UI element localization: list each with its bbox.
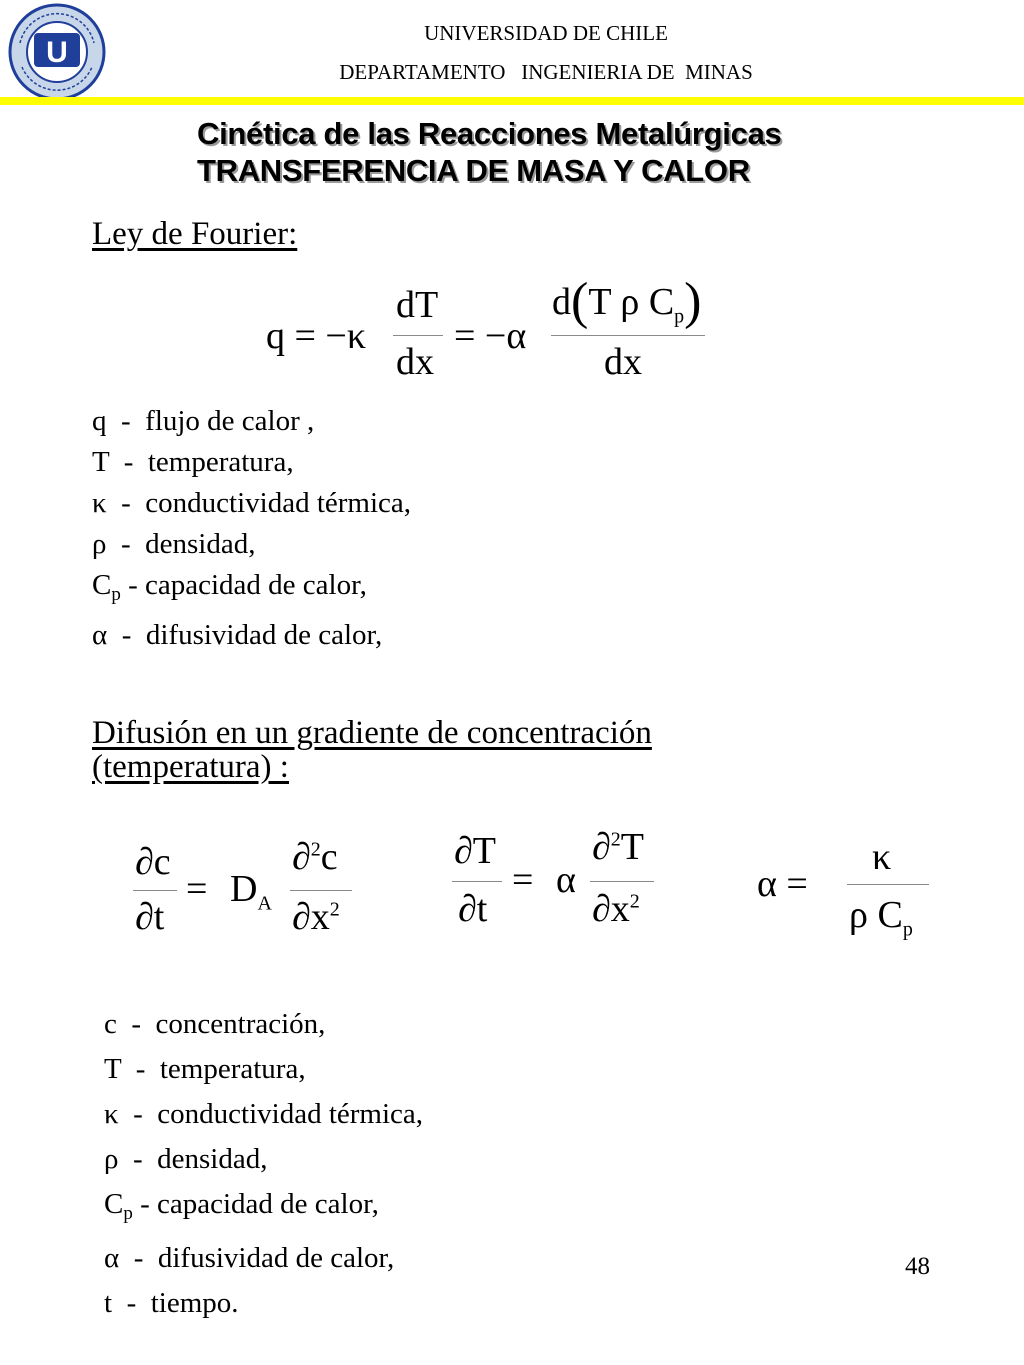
eq1-den: ∂t <box>135 896 165 938</box>
fourier-num2-sub: p <box>674 305 685 328</box>
definition-text: - concentración, <box>116 1008 326 1040</box>
eq3-lhs: α = <box>757 863 808 905</box>
definition-row <box>104 1137 423 1182</box>
definition-text: - conductividad térmica, <box>118 1098 424 1130</box>
fourier-heading: Ley de Fourier: <box>92 216 298 252</box>
slide-title-line2: TRANSFERENCIA DE MASA Y CALOR <box>197 153 750 188</box>
definition-symbol: C <box>92 569 112 601</box>
university-name: UNIVERSIDAD DE CHILE <box>424 21 668 45</box>
right-paren: ) <box>684 273 702 330</box>
fourier-den1: dx <box>396 341 434 383</box>
diffusion-heading-line2: (temperatura) : <box>92 749 289 785</box>
eq1-equals: = <box>186 868 208 910</box>
definition-text: - capacidad de calor, <box>132 1188 379 1220</box>
eq1-fraction-line-2 <box>290 890 352 891</box>
definition-row <box>104 1182 423 1236</box>
definition-symbol: q <box>92 405 107 437</box>
fourier-fraction-line-1 <box>393 335 443 336</box>
diffusion-definitions <box>104 1002 423 1326</box>
eq2-num: ∂T <box>454 830 496 872</box>
university-logo <box>6 3 108 101</box>
slide-title-line1: Cinética de las Reacciones Metalúrgicas <box>197 116 782 151</box>
definition-symbol: C <box>104 1188 124 1220</box>
eq2-den: ∂t <box>458 888 488 930</box>
department-name: DEPARTAMENTO INGENIERIA DE MINAS <box>339 60 753 84</box>
eq1-fraction-line-1 <box>133 890 177 891</box>
eq1-num: ∂c <box>135 841 171 883</box>
definition-row <box>104 1002 423 1047</box>
definition-row <box>92 615 411 656</box>
left-paren: ( <box>571 273 589 330</box>
eq3-fraction-line <box>847 884 929 885</box>
definition-text: - densidad, <box>106 528 256 560</box>
eq3-num: κ <box>872 836 892 878</box>
definition-row <box>104 1236 423 1281</box>
definition-symbol: T <box>92 446 110 478</box>
header-accent-bar <box>0 97 1024 105</box>
definition-row <box>104 1281 423 1326</box>
definition-symbol-sub: p <box>123 1203 133 1224</box>
eq1-num2: ∂$^2$c <box>292 836 338 878</box>
definition-text: - temperatura, <box>109 446 294 478</box>
page-number: 48 <box>905 1253 930 1280</box>
definition-text: - difusividad de calor, <box>107 619 383 651</box>
eq3-den: ρ $C_p$ <box>849 894 913 941</box>
fourier-fraction-line-2 <box>551 335 705 336</box>
logo-letter: U <box>46 36 68 69</box>
eq2-alpha: α <box>556 859 576 901</box>
definition-row <box>92 442 411 483</box>
eq2-den2: $\partial x^2$ <box>592 888 640 930</box>
definition-symbol-sub: p <box>111 584 121 605</box>
definition-symbol: α <box>92 619 108 651</box>
eq2-num2: ∂$^2$T <box>592 826 644 868</box>
diffusion-heading-line1: Difusión en un gradiente de concentración <box>92 715 652 751</box>
fourier-num1: dT <box>396 284 439 326</box>
definition-symbol: c <box>104 1008 117 1040</box>
definition-row <box>92 401 411 442</box>
definition-row <box>92 524 411 565</box>
definition-row <box>104 1092 423 1137</box>
fourier-definitions <box>92 401 411 656</box>
definition-symbol: t <box>104 1287 113 1319</box>
definition-text: - capacidad de calor, <box>120 569 367 601</box>
definition-text: - conductividad térmica, <box>106 487 412 519</box>
definition-text: - temperatura, <box>121 1053 306 1085</box>
definition-row <box>92 565 411 615</box>
definition-symbol: α <box>104 1242 120 1274</box>
definition-symbol: T <box>104 1053 122 1085</box>
definition-text: - densidad, <box>118 1143 268 1175</box>
fourier-lhs: q = −κ <box>266 315 367 357</box>
fourier-num2-inner: T ρ C <box>588 281 675 323</box>
eq2-fraction-line-1 <box>452 881 502 882</box>
fourier-mid: = −α <box>454 315 527 357</box>
eq1-D: $D_A$ <box>230 868 272 915</box>
fourier-den2: dx <box>604 341 642 383</box>
eq1-den2: $\partial x^2$ <box>292 896 340 938</box>
definition-row <box>92 483 411 524</box>
eq2-equals: = <box>512 859 534 901</box>
definition-text: - tiempo. <box>112 1287 239 1319</box>
definition-text: - flujo de calor , <box>106 405 315 437</box>
definition-text: - difusividad de calor, <box>119 1242 395 1274</box>
university-seal-icon <box>6 3 108 101</box>
definition-symbol: κ <box>104 1098 119 1130</box>
fourier-num2 <box>552 273 702 330</box>
eq2-fraction-line-2 <box>590 881 654 882</box>
fourier-num2-d: d <box>552 281 571 323</box>
definition-symbol: ρ <box>104 1143 119 1175</box>
definition-symbol: κ <box>92 487 107 519</box>
definition-symbol: ρ <box>92 528 107 560</box>
definition-row <box>104 1047 423 1092</box>
